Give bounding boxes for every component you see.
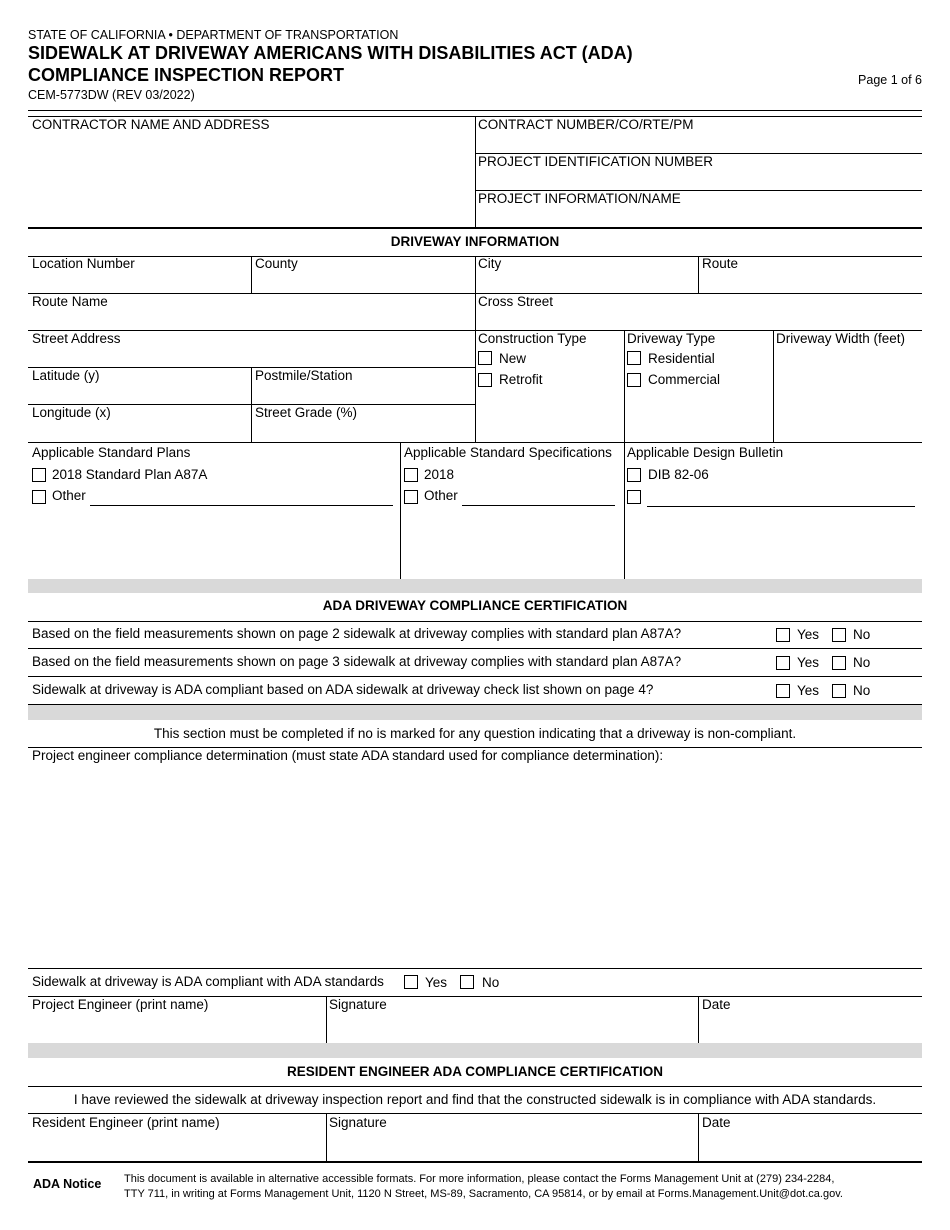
construction-retrofit-checkbox[interactable]: [478, 373, 492, 387]
pe-no-checkbox[interactable]: [460, 975, 474, 989]
construction-retrofit-label: Retrofit: [499, 372, 543, 387]
specs-other-checkbox[interactable]: [404, 490, 418, 504]
contract-number-label: CONTRACT NUMBER/CO/RTE/PM: [478, 117, 694, 132]
dib-82-06-label: DIB 82-06: [648, 467, 709, 482]
separator-band: [28, 579, 922, 593]
design-bulletin-label: Applicable Design Bulletin: [627, 445, 784, 460]
separator-band: [28, 705, 922, 720]
divider: [28, 1086, 922, 1087]
separator-band: [28, 1043, 922, 1058]
divider: [475, 330, 476, 442]
standard-plans-label: Applicable Standard Plans: [32, 445, 191, 460]
pe-signature-label: Signature: [329, 997, 387, 1012]
pe-signature-field[interactable]: [327, 1014, 697, 1042]
driveway-commercial-checkbox[interactable]: [627, 373, 641, 387]
postmile-label: Postmile/Station: [255, 368, 353, 383]
header-rule: [28, 110, 922, 111]
pe-compliant-question: Sidewalk at driveway is ADA compliant with ADA standards: [32, 974, 384, 989]
plans-other-input[interactable]: [90, 505, 393, 506]
form-number: CEM-5773DW (REV 03/2022): [28, 88, 195, 102]
route-name-label: Route Name: [32, 294, 108, 309]
street-address-label: Street Address: [32, 331, 121, 346]
contract-number-field[interactable]: [476, 134, 922, 153]
contractor-label: CONTRACTOR NAME AND ADDRESS: [32, 117, 270, 132]
divider: [251, 256, 252, 293]
q2-yes-label: Yes: [797, 655, 820, 670]
q3-no-checkbox[interactable]: [832, 684, 846, 698]
question-2: Based on the field measurements shown on page 3 sidewalk at driveway complies with standard plan A87A?: [32, 654, 682, 669]
q1-no-checkbox[interactable]: [832, 628, 846, 642]
re-signature-label: Signature: [329, 1115, 387, 1130]
section-rule: [28, 1161, 922, 1163]
pe-date-label: Date: [702, 997, 731, 1012]
divider: [28, 621, 922, 622]
form-title-line1: SIDEWALK AT DRIVEWAY AMERICANS WITH DISABILITIES ACT (ADA): [28, 43, 633, 63]
q3-yes-label: Yes: [797, 683, 820, 698]
project-info-field[interactable]: [476, 208, 922, 226]
plan-a87a-checkbox[interactable]: [32, 468, 46, 482]
resident-cert-heading: RESIDENT ENGINEER ADA COMPLIANCE CERTIFICATION: [286, 1064, 663, 1079]
form-title-line2: COMPLIANCE INSPECTION REPORT: [28, 65, 345, 85]
pe-print-name-field[interactable]: [28, 1014, 325, 1042]
street-grade-label: Street Grade (%): [255, 405, 358, 420]
driveway-residential-label: Residential: [648, 351, 715, 366]
standard-specs-label: Applicable Standard Specifications: [404, 445, 612, 460]
pe-print-name-label: Project Engineer (print name): [32, 997, 209, 1012]
divider: [624, 330, 625, 442]
compliance-cert-heading: ADA DRIVEWAY COMPLIANCE CERTIFICATION: [322, 598, 628, 613]
re-signature-field[interactable]: [327, 1132, 697, 1160]
q3-yes-checkbox[interactable]: [776, 684, 790, 698]
divider: [28, 968, 922, 969]
pe-yes-label: Yes: [425, 975, 448, 990]
specs-other-input[interactable]: [462, 505, 615, 506]
driveway-width-label: Driveway Width (feet): [776, 331, 906, 346]
longitude-label: Longitude (x): [32, 405, 111, 420]
dib-82-06-checkbox[interactable]: [627, 468, 641, 482]
plans-other-checkbox[interactable]: [32, 490, 46, 504]
section-rule: [28, 227, 922, 229]
determination-field[interactable]: [28, 766, 922, 966]
divider: [624, 442, 625, 579]
project-id-field[interactable]: [476, 171, 922, 190]
divider: [28, 442, 922, 443]
route-label: Route: [702, 256, 739, 271]
driveway-commercial-label: Commercial: [648, 372, 721, 387]
divider: [28, 293, 922, 294]
county-label: County: [255, 256, 298, 271]
driveway-type-label: Driveway Type: [627, 331, 716, 346]
bulletin-other-checkbox[interactable]: [627, 490, 641, 504]
q2-no-label: No: [853, 655, 871, 670]
q1-yes-label: Yes: [797, 627, 820, 642]
noncompliance-notice: This section must be completed if no is marked for any question indicating that a driveway is non-compliant.: [153, 726, 797, 741]
divider: [28, 676, 922, 677]
bulletin-other-input[interactable]: [647, 506, 915, 507]
divider: [698, 256, 699, 293]
q1-yes-checkbox[interactable]: [776, 628, 790, 642]
ada-notice-line2: TTY 711, in writing at Forms Management Unit, 1120 N Street, MS-89, Sacramento, CA 95814, or by email at Forms.Management.Unit@dot.ca.gov.: [124, 1188, 843, 1200]
resident-statement: I have reviewed the sidewalk at driveway inspection report and find that the constructed sidewalk is in compliance with ADA standards.: [73, 1092, 877, 1107]
pe-yes-checkbox[interactable]: [404, 975, 418, 989]
page-number: Page 1 of 6: [858, 73, 922, 87]
location-number-label: Location Number: [32, 256, 135, 271]
plans-other-label: Other: [52, 488, 86, 503]
q1-no-label: No: [853, 627, 871, 642]
project-id-label: PROJECT IDENTIFICATION NUMBER: [478, 154, 714, 169]
plan-a87a-label: 2018 Standard Plan A87A: [52, 467, 208, 482]
pe-date-field[interactable]: [699, 1014, 922, 1042]
ada-notice-line1: This document is available in alternative accessible formats. For more information, please contact the Forms Management Unit at (279) 234-2284,: [124, 1173, 835, 1185]
contractor-field[interactable]: [28, 134, 474, 226]
ada-notice-label: ADA Notice: [33, 1177, 102, 1191]
q2-yes-checkbox[interactable]: [776, 656, 790, 670]
project-info-label: PROJECT INFORMATION/NAME: [478, 191, 681, 206]
q3-no-label: No: [853, 683, 871, 698]
driveway-info-heading: DRIVEWAY INFORMATION: [390, 234, 560, 249]
q2-no-checkbox[interactable]: [832, 656, 846, 670]
divider: [400, 442, 401, 579]
question-3: Sidewalk at driveway is ADA compliant based on ADA sidewalk at driveway check list shown on page 4?: [32, 682, 654, 697]
pe-no-label: No: [482, 975, 500, 990]
re-print-name-field[interactable]: [28, 1132, 325, 1160]
agency-line: STATE OF CALIFORNIA • DEPARTMENT OF TRANSPORTATION: [28, 28, 399, 42]
cross-street-label: Cross Street: [478, 294, 554, 309]
specs-2018-checkbox[interactable]: [404, 468, 418, 482]
construction-new-label: New: [499, 351, 527, 366]
specs-other-label: Other: [424, 488, 458, 503]
determination-label: Project engineer compliance determination (must state ADA standard used for compliance determination):: [32, 748, 664, 763]
divider: [28, 1113, 922, 1114]
construction-type-label: Construction Type: [478, 331, 587, 346]
driveway-residential-checkbox[interactable]: [627, 351, 641, 365]
divider: [28, 648, 922, 649]
city-label: City: [478, 256, 502, 271]
latitude-label: Latitude (y): [32, 368, 100, 383]
re-date-field[interactable]: [699, 1132, 922, 1160]
divider: [773, 330, 774, 442]
specs-2018-label: 2018: [424, 467, 455, 482]
construction-new-checkbox[interactable]: [478, 351, 492, 365]
question-1: Based on the field measurements shown on page 2 sidewalk at driveway complies with standard plan A87A?: [32, 626, 682, 641]
re-print-name-label: Resident Engineer (print name): [32, 1115, 220, 1130]
re-date-label: Date: [702, 1115, 731, 1130]
